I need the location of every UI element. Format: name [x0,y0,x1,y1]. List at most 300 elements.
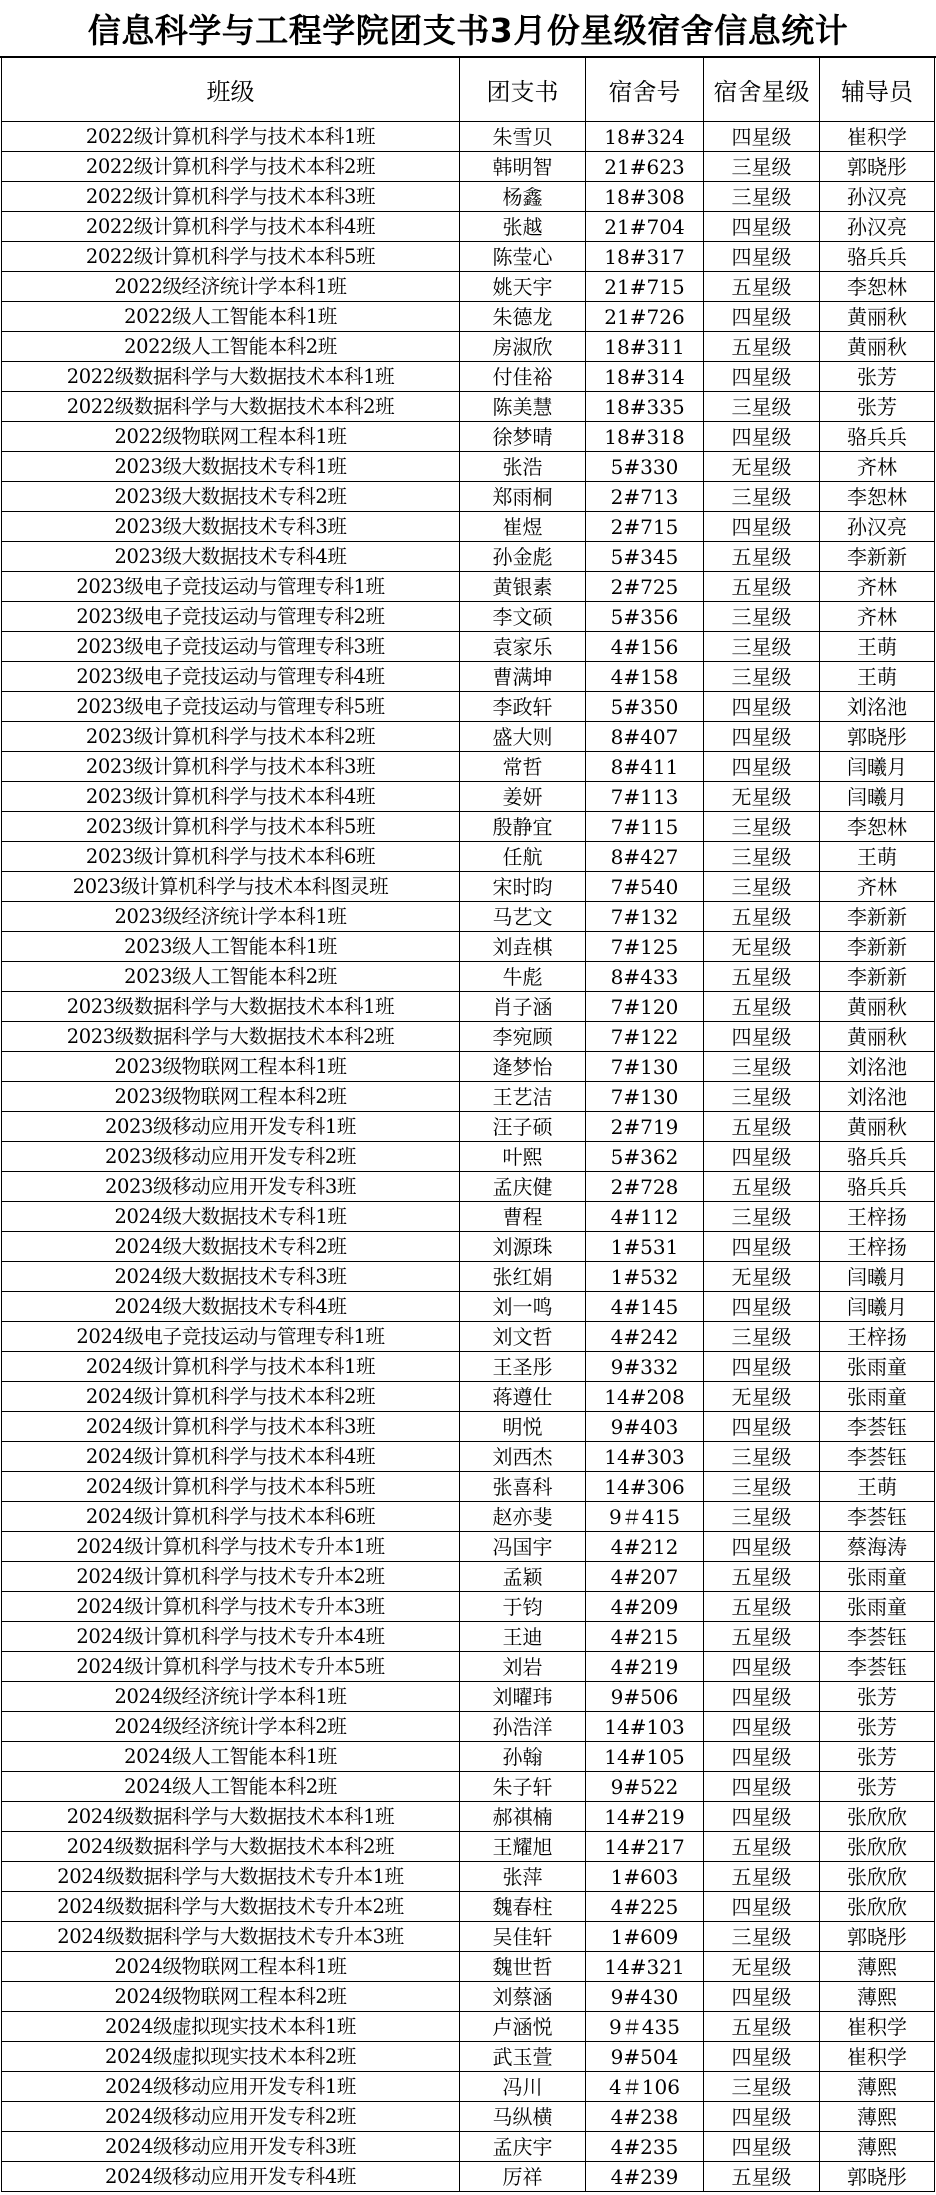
table-row [2,182,935,212]
table-row [2,1202,935,1232]
secretary-cell: 刘曜玮 [460,1682,586,1712]
counselor-cell: 李荟钰 [820,1652,935,1682]
secretary-cell: 盛大则 [460,722,586,752]
table-row [2,1172,935,1202]
table-row [2,2102,935,2132]
class-cell: 2024级数据科学与大数据技术专升本2班 [2,1892,460,1922]
counselor-cell: 薄熙 [820,2132,935,2162]
star-rating-cell: 四星级 [704,212,820,242]
secretary-cell: 刘垚棋 [460,932,586,962]
class-cell: 2023级计算机科学与技术本科4班 [2,782,460,812]
star-rating-cell: 四星级 [704,2042,820,2072]
header-dorm-number: 宿舍号 [586,58,704,122]
class-cell: 2024级大数据技术专科2班 [2,1232,460,1262]
dorm-number-cell: 7#130 [586,1082,704,1112]
header-league-secretary: 团支书 [460,58,586,122]
secretary-cell: 王迪 [460,1622,586,1652]
secretary-cell: 刘一鸣 [460,1292,586,1322]
class-cell: 2024级物联网工程本科2班 [2,1982,460,2012]
counselor-cell: 张欣欣 [820,1862,935,1892]
dorm-number-cell: 4#235 [586,2132,704,2162]
counselor-cell: 薄熙 [820,1982,935,2012]
dorm-number-cell: 4#209 [586,1592,704,1622]
secretary-cell: 马艺文 [460,902,586,932]
counselor-cell: 李恕林 [820,272,935,302]
secretary-cell: 黄银素 [460,572,586,602]
star-rating-cell: 四星级 [704,1682,820,1712]
counselor-cell: 齐林 [820,572,935,602]
star-rating-cell: 五星级 [704,1592,820,1622]
secretary-cell: 曹满坤 [460,662,586,692]
dorm-number-cell: 21#715 [586,272,704,302]
counselor-cell: 刘洺池 [820,1082,935,1112]
secretary-cell: 孙金彪 [460,542,586,572]
secretary-cell: 张浩 [460,452,586,482]
dorm-number-cell: 14#217 [586,1832,704,1862]
counselor-cell: 王梓扬 [820,1322,935,1352]
class-cell: 2024级电子竞技运动与管理专科1班 [2,1322,460,1352]
class-cell: 2024级数据科学与大数据技术专升本1班 [2,1862,460,1892]
dorm-number-cell: 14#208 [586,1382,704,1412]
secretary-cell: 孟庆健 [460,1172,586,1202]
secretary-cell: 孙翰 [460,1742,586,1772]
header-row [2,58,935,122]
secretary-cell: 刘蔡涵 [460,1982,586,2012]
star-rating-cell: 三星级 [704,872,820,902]
star-rating-cell: 三星级 [704,1502,820,1532]
dorm-number-cell: 4#239 [586,2162,704,2192]
class-cell: 2024级物联网工程本科1班 [2,1952,460,1982]
counselor-cell: 刘洺池 [820,1052,935,1082]
counselor-cell: 王萌 [820,842,935,872]
secretary-cell: 李宛顾 [460,1022,586,1052]
dorm-number-cell: 14#105 [586,1742,704,1772]
dorm-number-cell: 7#122 [586,1022,704,1052]
table-row [2,1322,935,1352]
table-row [2,1352,935,1382]
secretary-cell: 殷静宜 [460,812,586,842]
secretary-cell: 朱子轩 [460,1772,586,1802]
dorm-number-cell: 5#330 [586,452,704,482]
counselor-cell: 齐林 [820,452,935,482]
table-row [2,572,935,602]
table-row [2,1082,935,1112]
class-cell: 2024级数据科学与大数据技术本科1班 [2,1802,460,1832]
dorm-number-cell: 4#242 [586,1322,704,1352]
counselor-cell: 齐林 [820,602,935,632]
secretary-cell: 陈美慧 [460,392,586,422]
class-cell: 2023级移动应用开发专科2班 [2,1142,460,1172]
counselor-cell: 李新新 [820,962,935,992]
secretary-cell: 肖子涵 [460,992,586,1022]
secretary-cell: 卢涵悦 [460,2012,586,2042]
class-cell: 2022级计算机科学与技术本科5班 [2,242,460,272]
star-rating-cell: 四星级 [704,1022,820,1052]
star-rating-cell: 四星级 [704,1232,820,1262]
table-row [2,332,935,362]
secretary-cell: 孙浩洋 [460,1712,586,1742]
secretary-cell: 刘岩 [460,1652,586,1682]
counselor-cell: 孙汉亮 [820,512,935,542]
counselor-cell: 崔积学 [820,122,935,152]
secretary-cell: 杨鑫 [460,182,586,212]
dorm-number-cell: 4#238 [586,2102,704,2132]
star-rating-cell: 四星级 [704,422,820,452]
star-rating-cell: 五星级 [704,902,820,932]
secretary-cell: 孟颖 [460,1562,586,1592]
star-rating-cell: 三星级 [704,842,820,872]
table-row [2,1442,935,1472]
secretary-cell: 孟庆宇 [460,2132,586,2162]
star-rating-cell: 无星级 [704,1262,820,1292]
counselor-cell: 郭晓彤 [820,722,935,752]
star-rating-cell: 五星级 [704,962,820,992]
star-rating-cell: 四星级 [704,242,820,272]
counselor-cell: 闫曦月 [820,782,935,812]
dorm-number-cell: 5#345 [586,542,704,572]
counselor-cell: 张芳 [820,1772,935,1802]
star-rating-cell: 三星级 [704,1082,820,1112]
counselor-cell: 张雨童 [820,1382,935,1412]
table-row [2,782,935,812]
table-row [2,542,935,572]
class-cell: 2023级数据科学与大数据技术本科1班 [2,992,460,1022]
table-row [2,302,935,332]
secretary-cell: 姚天宇 [460,272,586,302]
table-row [2,1292,935,1322]
table-row [2,482,935,512]
dorm-number-cell: 4#212 [586,1532,704,1562]
secretary-cell: 姜妍 [460,782,586,812]
star-rating-cell: 五星级 [704,992,820,1022]
dorm-number-cell: 4#158 [586,662,704,692]
dorm-number-cell: 4＃106 [586,2072,704,2102]
table-body [2,122,935,2192]
counselor-cell: 张雨童 [820,1562,935,1592]
table-row [2,2042,935,2072]
counselor-cell: 闫曦月 [820,752,935,782]
star-rating-cell: 三星级 [704,1202,820,1232]
star-rating-cell: 四星级 [704,1292,820,1322]
dorm-number-cell: 18#318 [586,422,704,452]
class-cell: 2024级计算机科学与技术本科4班 [2,1442,460,1472]
counselor-cell: 李荟钰 [820,1502,935,1532]
table-row [2,2162,935,2192]
class-cell: 2024级计算机科学与技术专升本3班 [2,1592,460,1622]
dorm-number-cell: 18#324 [586,122,704,152]
table-row [2,932,935,962]
table-row [2,1532,935,1562]
counselor-cell: 骆兵兵 [820,1142,935,1172]
counselor-cell: 黄丽秋 [820,1022,935,1052]
class-cell: 2024级计算机科学与技术专升本1班 [2,1532,460,1562]
star-rating-cell: 四星级 [704,1742,820,1772]
table-row [2,1502,935,1532]
secretary-cell: 郝祺楠 [460,1802,586,1832]
counselor-cell: 李荟钰 [820,1442,935,1472]
table-row [2,272,935,302]
dorm-number-cell: 1#532 [586,1262,704,1292]
table-row [2,1592,935,1622]
dorm-number-cell: 4#145 [586,1292,704,1322]
counselor-cell: 闫曦月 [820,1262,935,1292]
secretary-cell: 朱德龙 [460,302,586,332]
secretary-cell: 付佳裕 [460,362,586,392]
counselor-cell: 郭晓彤 [820,152,935,182]
dorm-number-cell: 18#314 [586,362,704,392]
counselor-cell: 薄熙 [820,2072,935,2102]
secretary-cell: 冯国宇 [460,1532,586,1562]
class-cell: 2023级计算机科学与技术本科2班 [2,722,460,752]
table-row [2,872,935,902]
star-rating-cell: 四星级 [704,722,820,752]
secretary-cell: 房淑欣 [460,332,586,362]
class-cell: 2023级经济统计学本科1班 [2,902,460,932]
table-row [2,1952,935,1982]
dorm-number-cell: 18#311 [586,332,704,362]
dorm-number-cell: 2#713 [586,482,704,512]
class-cell: 2022级物联网工程本科1班 [2,422,460,452]
class-cell: 2024级移动应用开发专科3班 [2,2132,460,2162]
table-row [2,662,935,692]
table-row [2,2072,935,2102]
class-cell: 2024级计算机科学与技术专升本4班 [2,1622,460,1652]
table-row [2,152,935,182]
secretary-cell: 李文硕 [460,602,586,632]
secretary-cell: 牛彪 [460,962,586,992]
secretary-cell: 张喜科 [460,1472,586,1502]
dorm-number-cell: 2#728 [586,1172,704,1202]
class-cell: 2024级经济统计学本科1班 [2,1682,460,1712]
star-rating-cell: 三星级 [704,1322,820,1352]
table-row [2,992,935,1022]
counselor-cell: 张芳 [820,1742,935,1772]
class-cell: 2023级移动应用开发专科1班 [2,1112,460,1142]
secretary-cell: 蒋遵仕 [460,1382,586,1412]
star-rating-cell: 三星级 [704,1442,820,1472]
star-rating-cell: 四星级 [704,1142,820,1172]
class-cell: 2023级电子竞技运动与管理专科4班 [2,662,460,692]
star-rating-cell: 四星级 [704,1412,820,1442]
counselor-cell: 骆兵兵 [820,1172,935,1202]
secretary-cell: 郑雨桐 [460,482,586,512]
star-rating-cell: 五星级 [704,542,820,572]
star-rating-cell: 四星级 [704,752,820,782]
class-cell: 2024级虚拟现实技术本科1班 [2,2012,460,2042]
counselor-cell: 王萌 [820,1472,935,1502]
star-rating-cell: 无星级 [704,452,820,482]
secretary-cell: 常哲 [460,752,586,782]
dorm-number-cell: 2#715 [586,512,704,542]
table-row [2,1742,935,1772]
header-class: 班级 [2,58,460,122]
class-cell: 2022级计算机科学与技术本科4班 [2,212,460,242]
dorm-number-cell: 4#207 [586,1562,704,1592]
star-rating-cell: 四星级 [704,2102,820,2132]
class-cell: 2024级移动应用开发专科2班 [2,2102,460,2132]
class-cell: 2023级物联网工程本科2班 [2,1082,460,1112]
dorm-number-cell: 8#411 [586,752,704,782]
dorm-number-cell: 9#403 [586,1412,704,1442]
star-rating-cell: 四星级 [704,512,820,542]
table-row [2,962,935,992]
secretary-cell: 王圣彤 [460,1352,586,1382]
dorm-number-cell: 18#317 [586,242,704,272]
class-cell: 2022级数据科学与大数据技术本科1班 [2,362,460,392]
counselor-cell: 王梓扬 [820,1232,935,1262]
table-row [2,1382,935,1412]
star-rating-cell: 五星级 [704,1862,820,1892]
table-row [2,632,935,662]
star-rating-cell: 三星级 [704,1052,820,1082]
table-row [2,2012,935,2042]
counselor-cell: 李恕林 [820,812,935,842]
secretary-cell: 马纵横 [460,2102,586,2132]
star-rating-cell: 四星级 [704,2132,820,2162]
star-rating-cell: 四星级 [704,122,820,152]
dorm-number-cell: 9#504 [586,2042,704,2072]
star-rating-cell: 三星级 [704,1922,820,1952]
counselor-cell: 李恕林 [820,482,935,512]
table-row [2,902,935,932]
table-row [2,1922,935,1952]
table-row [2,2132,935,2162]
table-row [2,1262,935,1292]
page-title: 信息科学与工程学院团支书3月份星级宿舍信息统计 [0,0,936,58]
dorm-number-cell: 7#120 [586,992,704,1022]
table-row [2,362,935,392]
counselor-cell: 黄丽秋 [820,1112,935,1142]
table-row [2,1712,935,1742]
counselor-cell: 李新新 [820,902,935,932]
star-rating-cell: 四星级 [704,302,820,332]
counselor-cell: 孙汉亮 [820,182,935,212]
dorm-number-cell: 14#306 [586,1472,704,1502]
class-cell: 2023级电子竞技运动与管理专科1班 [2,572,460,602]
counselor-cell: 张芳 [820,1682,935,1712]
counselor-cell: 张芳 [820,1712,935,1742]
table-row [2,1472,935,1502]
dorm-number-cell: 4#156 [586,632,704,662]
table-row [2,1022,935,1052]
counselor-cell: 李新新 [820,932,935,962]
class-cell: 2023级计算机科学与技术本科图灵班 [2,872,460,902]
dorm-number-cell: 7#132 [586,902,704,932]
star-rating-cell: 三星级 [704,662,820,692]
star-rating-cell: 四星级 [704,692,820,722]
dorm-number-cell: 18#308 [586,182,704,212]
class-cell: 2023级数据科学与大数据技术本科2班 [2,1022,460,1052]
star-rating-cell: 三星级 [704,392,820,422]
counselor-cell: 郭晓彤 [820,1922,935,1952]
class-cell: 2024级计算机科学与技术本科6班 [2,1502,460,1532]
dorm-number-cell: 21#623 [586,152,704,182]
class-cell: 2023级人工智能本科1班 [2,932,460,962]
counselor-cell: 黄丽秋 [820,332,935,362]
class-cell: 2023级人工智能本科2班 [2,962,460,992]
counselor-cell: 李荟钰 [820,1622,935,1652]
dorm-number-cell: 2#725 [586,572,704,602]
dorm-number-cell: 9#332 [586,1352,704,1382]
dormitory-rating-table [1,57,935,2192]
star-rating-cell: 三星级 [704,602,820,632]
star-rating-cell: 五星级 [704,2162,820,2192]
dorm-number-cell: 9#522 [586,1772,704,1802]
table-row [2,1112,935,1142]
counselor-cell: 张欣欣 [820,1832,935,1862]
table-row [2,452,935,482]
dorm-number-cell: 9＃435 [586,2012,704,2042]
star-rating-cell: 无星级 [704,782,820,812]
table-row [2,1772,935,1802]
table-row [2,1622,935,1652]
dorm-number-cell: 5#350 [586,692,704,722]
class-cell: 2023级移动应用开发专科3班 [2,1172,460,1202]
table-row [2,1412,935,1442]
table-row [2,752,935,782]
table-row [2,692,935,722]
star-rating-cell: 三星级 [704,182,820,212]
counselor-cell: 张芳 [820,392,935,422]
table-row [2,1862,935,1892]
class-cell: 2024级虚拟现实技术本科2班 [2,2042,460,2072]
class-cell: 2024级数据科学与大数据技术专升本3班 [2,1922,460,1952]
star-rating-cell: 五星级 [704,1832,820,1862]
secretary-cell: 武玉萱 [460,2042,586,2072]
counselor-cell: 张欣欣 [820,1892,935,1922]
table-row [2,1682,935,1712]
secretary-cell: 逄梦怡 [460,1052,586,1082]
dorm-number-cell: 18#335 [586,392,704,422]
counselor-cell: 骆兵兵 [820,422,935,452]
class-cell: 2024级大数据技术专科4班 [2,1292,460,1322]
class-cell: 2023级电子竞技运动与管理专科2班 [2,602,460,632]
star-rating-cell: 五星级 [704,1562,820,1592]
class-cell: 2024级数据科学与大数据技术本科2班 [2,1832,460,1862]
star-rating-cell: 三星级 [704,812,820,842]
star-rating-cell: 无星级 [704,1382,820,1412]
dorm-number-cell: 4#225 [586,1892,704,1922]
star-rating-cell: 三星级 [704,1472,820,1502]
star-rating-cell: 四星级 [704,362,820,392]
table-row [2,1052,935,1082]
star-rating-cell: 无星级 [704,1952,820,1982]
secretary-cell: 刘源珠 [460,1232,586,1262]
star-rating-cell: 三星级 [704,152,820,182]
class-cell: 2023级计算机科学与技术本科6班 [2,842,460,872]
table-row [2,242,935,272]
dorm-number-cell: 2#719 [586,1112,704,1142]
counselor-cell: 崔积学 [820,2012,935,2042]
secretary-cell: 厉祥 [460,2162,586,2192]
secretary-cell: 崔煜 [460,512,586,542]
table-row [2,1562,935,1592]
secretary-cell: 张萍 [460,1862,586,1892]
star-rating-cell: 五星级 [704,2012,820,2042]
class-cell: 2023级大数据技术专科2班 [2,482,460,512]
counselor-cell: 孙汉亮 [820,212,935,242]
counselor-cell: 李新新 [820,542,935,572]
table-row [2,122,935,152]
header-dorm-star-rating: 宿舍星级 [704,58,820,122]
counselor-cell: 郭晓彤 [820,2162,935,2192]
star-rating-cell: 五星级 [704,332,820,362]
class-cell: 2023级大数据技术专科1班 [2,452,460,482]
secretary-cell: 冯川 [460,2072,586,2102]
star-rating-cell: 三星级 [704,482,820,512]
class-cell: 2022级计算机科学与技术本科1班 [2,122,460,152]
class-cell: 2023级电子竞技运动与管理专科5班 [2,692,460,722]
